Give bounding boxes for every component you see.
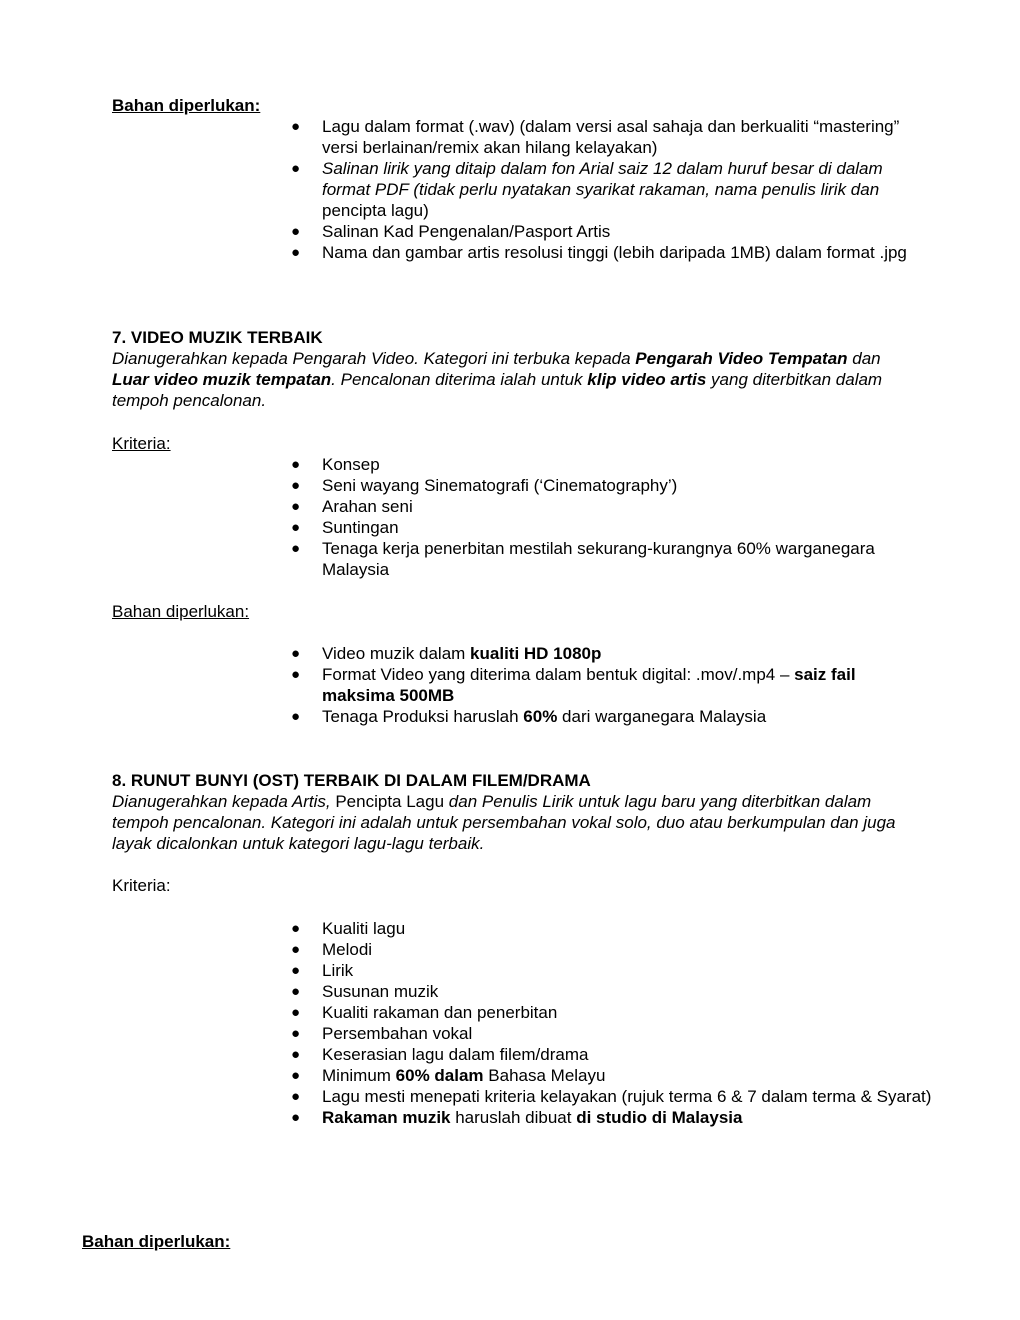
list-item: ● Suntingan <box>322 517 932 538</box>
list-item: ● Video muzik dalam kualiti HD 1080p <box>322 643 932 664</box>
list-item: ● Nama dan gambar artis resolusi tinggi (lebih daripada 1MB) dalam format .jpg <box>322 242 932 263</box>
list-item: ● Minimum 60% dalam Bahasa Melayu <box>322 1065 932 1086</box>
list-item: ● Tenaga Produksi haruslah 60% dari warganegara Malaysia <box>322 706 932 727</box>
list-item: ● Seni wayang Sinematografi (‘Cinematography’) <box>322 475 932 496</box>
list-item: ● Lagu dalam format (.wav) (dalam versi asal sahaja dan berkualiti “mastering” versi berlainan/remix akan hilang kelayakan) <box>322 116 932 158</box>
section-7-title: 7. VIDEO MUZIK TERBAIK <box>112 328 323 347</box>
list-item: ● Salinan lirik yang ditaip dalam fon Arial saiz 12 dalam huruf besar di dalam format PDF (tidak perlu nyatakan syarikat rakaman, nama penulis lirik dan pencipta lagu) <box>322 158 932 221</box>
section-8-criteria-label: Kriteria: <box>112 876 171 895</box>
list-item: ● Tenaga kerja penerbitan mestilah sekurang-kurangnya 60% warganegara Malaysia <box>322 538 932 580</box>
list-item: ● Kualiti lagu <box>322 918 932 939</box>
section-7-description: Dianugerahkan kepada Pengarah Video. Kategori ini terbuka kepada Pengarah Video Tempatan dan Luar video muzik tempatan. Pencalonan diterima ialah untuk klip video artis yang diterbitkan dalam tempoh pencalonan. <box>112 349 883 410</box>
list-item: ● Melodi <box>322 939 932 960</box>
list-item: ● Kualiti rakaman dan penerbitan <box>322 1002 932 1023</box>
list-item: ● Arahan seni <box>322 496 932 517</box>
list-item: ● Salinan Kad Pengenalan/Pasport Artis <box>322 221 932 242</box>
section-7-materials-list <box>322 643 932 727</box>
section-8-title: 8. RUNUT BUNYI (OST) TERBAIK DI DALAM FILEM/DRAMA <box>112 771 591 790</box>
list-item: ● Lagu mesti menepati kriteria kelayakan (rujuk terma 6 & 7 dalam terma & Syarat) <box>322 1086 932 1107</box>
section-7-materials-label: Bahan diperlukan: <box>112 602 250 621</box>
list-item: ● Keserasian lagu dalam filem/drama <box>322 1044 932 1065</box>
section-8-description: Dianugerahkan kepada Artis, Pencipta Lagu dan Penulis Lirik untuk lagu baru yang diterbitkan dalam tempoh pencalonan. Kategori ini adalah untuk persembahan vokal solo, duo atau berkumpulan dan juga layak dicalonkan untuk kategori lagu-lagu terbaik. <box>112 792 896 853</box>
list-item: ● Lirik <box>322 960 932 981</box>
section-8-criteria-list <box>322 918 932 1128</box>
section-8-materials-label: Bahan diperlukan: <box>82 1232 231 1251</box>
list-item: ● Rakaman muzik haruslah dibuat di studio di Malaysia <box>322 1107 932 1128</box>
materials-heading-top: Bahan diperlukan: <box>112 96 261 115</box>
section-7-criteria-label: Kriteria: <box>112 434 171 453</box>
section-7-criteria-list <box>322 454 932 580</box>
materials-list-top <box>322 116 932 263</box>
list-item: ● Format Video yang diterima dalam bentuk digital: .mov/.mp4 – saiz fail maksima 500MB <box>322 664 932 706</box>
list-item: ● Susunan muzik <box>322 981 932 1002</box>
list-item: ● Konsep <box>322 454 932 475</box>
list-item: ● Persembahan vokal <box>322 1023 932 1044</box>
